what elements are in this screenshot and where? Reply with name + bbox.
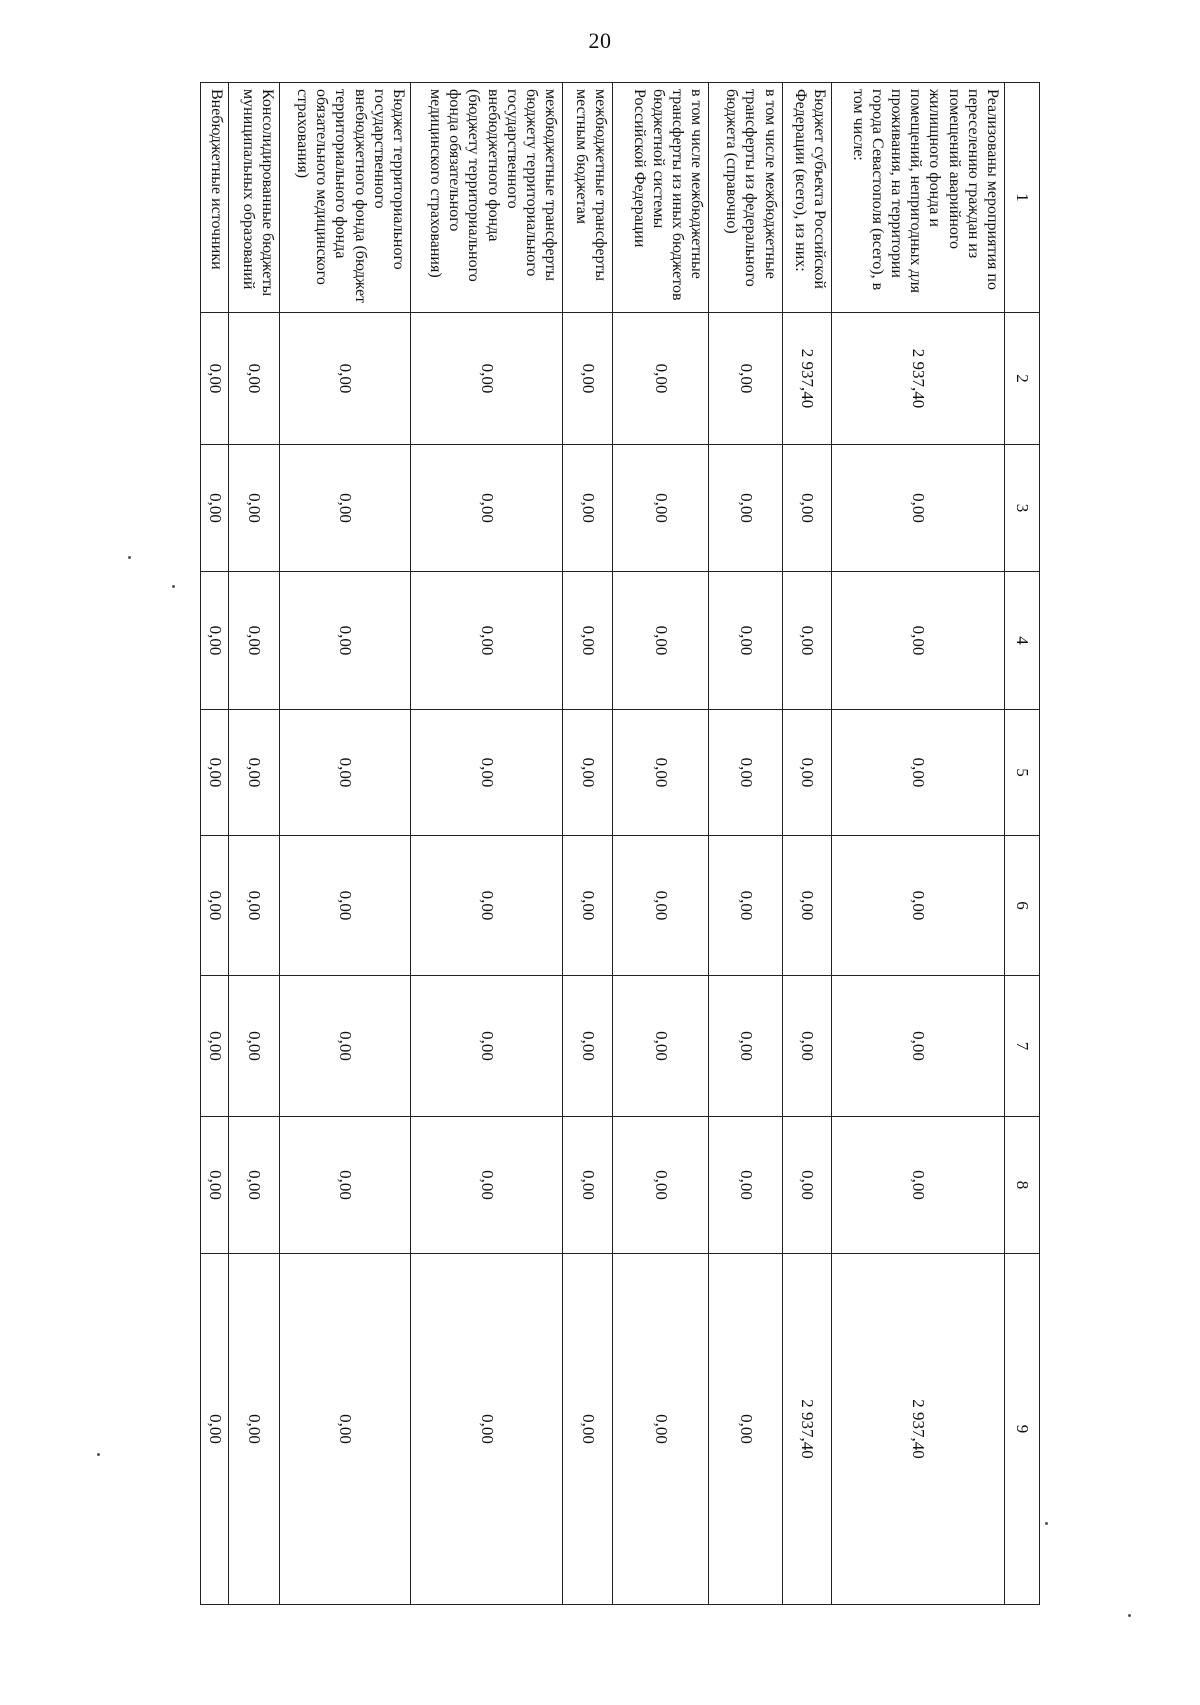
row-label: Бюджет территориального государственного внебюджетного фонда (бюджет территориального фонда обязательного медицинского страхования)	[279, 83, 410, 313]
row-label: в том числе межбюджетные трансферты из федерального бюджета (справочно)	[709, 83, 782, 313]
table-cell: 0,00	[229, 313, 279, 445]
table-cell: 0,00	[410, 572, 562, 710]
table-cell: 0,00	[709, 313, 782, 445]
table-frame	[200, 82, 1040, 1604]
table-cell: 0,00	[613, 572, 709, 710]
scan-speck	[172, 585, 175, 588]
table-cell: 0,00	[782, 1117, 831, 1254]
row-label: Реализованы мероприятия по переселению граждан из помещений аварийного жилищного фонда и помещений, непригодных для проживания, на территории города Севастополя (всего), в том числе:	[831, 83, 1004, 313]
table-cell: 0,00	[201, 1117, 229, 1254]
table-cell: 0,00	[229, 976, 279, 1117]
table-cell: 0,00	[782, 976, 831, 1117]
table-cell: 0,00	[563, 1117, 613, 1254]
table-cell: 0,00	[229, 572, 279, 710]
scan-speck	[128, 556, 131, 559]
table-cell: 0,00	[613, 313, 709, 445]
table-cell: 2 937,40	[831, 1254, 1004, 1605]
table-row	[201, 83, 229, 1605]
table-row	[709, 83, 782, 1605]
table-cell: 0,00	[201, 710, 229, 836]
table-cell: 0,00	[831, 572, 1004, 710]
table-row	[279, 83, 410, 1605]
table-cell: 0,00	[613, 445, 709, 572]
row-label: Бюджет субъекта Российской Федерации (всего), из них:	[782, 83, 831, 313]
column-header: 9	[1005, 1254, 1040, 1605]
table-cell: 0,00	[410, 836, 562, 976]
table-cell: 0,00	[279, 836, 410, 976]
table-cell: 0,00	[709, 445, 782, 572]
table-cell: 0,00	[613, 976, 709, 1117]
scan-speck	[1128, 1614, 1131, 1617]
table-row	[613, 83, 709, 1605]
table-row	[410, 83, 562, 1605]
table-cell: 0,00	[563, 445, 613, 572]
scan-speck	[97, 1453, 100, 1456]
table-cell: 0,00	[709, 976, 782, 1117]
column-header: 8	[1005, 1117, 1040, 1254]
table-cell: 0,00	[410, 445, 562, 572]
column-header: 6	[1005, 836, 1040, 976]
table-cell: 0,00	[410, 313, 562, 445]
table-cell: 0,00	[709, 710, 782, 836]
scan-speck	[1045, 1522, 1048, 1525]
row-label: межбюджетные трансферты местным бюджетам	[563, 83, 613, 313]
table-cell: 0,00	[201, 572, 229, 710]
budget-table	[200, 82, 1040, 1605]
header-row	[1005, 83, 1040, 1605]
table-row	[563, 83, 613, 1605]
table-cell: 0,00	[201, 836, 229, 976]
table-cell: 0,00	[410, 710, 562, 836]
table-cell: 0,00	[201, 1254, 229, 1605]
table-cell: 0,00	[709, 1117, 782, 1254]
table-cell: 0,00	[563, 976, 613, 1117]
table-cell: 2 937,40	[782, 1254, 831, 1605]
table-cell: 0,00	[229, 1117, 279, 1254]
column-header: 7	[1005, 976, 1040, 1117]
table-cell: 2 937,40	[831, 313, 1004, 445]
table-cell: 0,00	[279, 572, 410, 710]
table-cell: 0,00	[782, 572, 831, 710]
column-header: 5	[1005, 710, 1040, 836]
page-number: 20	[588, 28, 612, 53]
column-header: 3	[1005, 445, 1040, 572]
table-cell: 0,00	[563, 313, 613, 445]
table-cell: 0,00	[201, 976, 229, 1117]
table-cell: 0,00	[613, 710, 709, 836]
table-cell: 0,00	[782, 445, 831, 572]
table-cell: 0,00	[229, 710, 279, 836]
table-cell: 0,00	[782, 710, 831, 836]
table-cell: 0,00	[831, 836, 1004, 976]
table-cell: 0,00	[709, 1254, 782, 1605]
column-header: 4	[1005, 572, 1040, 710]
table-cell: 0,00	[831, 710, 1004, 836]
table-cell: 0,00	[410, 1117, 562, 1254]
table-cell: 0,00	[831, 976, 1004, 1117]
table-cell: 0,00	[279, 445, 410, 572]
table-row	[831, 83, 1004, 1605]
table-cell: 0,00	[201, 445, 229, 572]
table-body	[201, 83, 1005, 1605]
column-header: 1	[1005, 83, 1040, 313]
table-cell: 0,00	[410, 1254, 562, 1605]
row-label: Внебюджетные источники	[201, 83, 229, 313]
row-label: межбюджетные трансферты бюджету территориального государственного внебюджетного фонда (бюджету территориального фонда обязательного медицинского страхования)	[410, 83, 562, 313]
table-cell: 0,00	[201, 313, 229, 445]
table-cell: 0,00	[279, 1254, 410, 1605]
table-cell: 0,00	[279, 313, 410, 445]
table-cell: 0,00	[613, 1117, 709, 1254]
table-cell: 0,00	[782, 836, 831, 976]
table-cell: 0,00	[229, 1254, 279, 1605]
table-cell: 0,00	[613, 1254, 709, 1605]
table-cell: 0,00	[279, 710, 410, 836]
table-cell: 0,00	[279, 976, 410, 1117]
table-header	[1005, 83, 1040, 1605]
row-label: Консолидированные бюджеты муниципальных образований	[229, 83, 279, 313]
table-cell: 0,00	[709, 836, 782, 976]
table-cell: 0,00	[563, 1254, 613, 1605]
table-cell: 0,00	[563, 572, 613, 710]
table-cell: 0,00	[410, 976, 562, 1117]
table-cell: 0,00	[831, 1117, 1004, 1254]
table-cell: 0,00	[229, 836, 279, 976]
row-label: в том числе межбюджетные трансферты из иных бюджетов бюджетной системы Российской Федерации	[613, 83, 709, 313]
table-cell: 0,00	[279, 1117, 410, 1254]
table-cell: 0,00	[709, 572, 782, 710]
table-cell: 0,00	[831, 445, 1004, 572]
table-row	[782, 83, 831, 1605]
table-cell: 0,00	[229, 445, 279, 572]
table-cell: 0,00	[563, 836, 613, 976]
table-cell: 0,00	[613, 836, 709, 976]
table-row	[229, 83, 279, 1605]
table-cell: 0,00	[563, 710, 613, 836]
column-header: 2	[1005, 313, 1040, 445]
table-cell: 2 937,40	[782, 313, 831, 445]
